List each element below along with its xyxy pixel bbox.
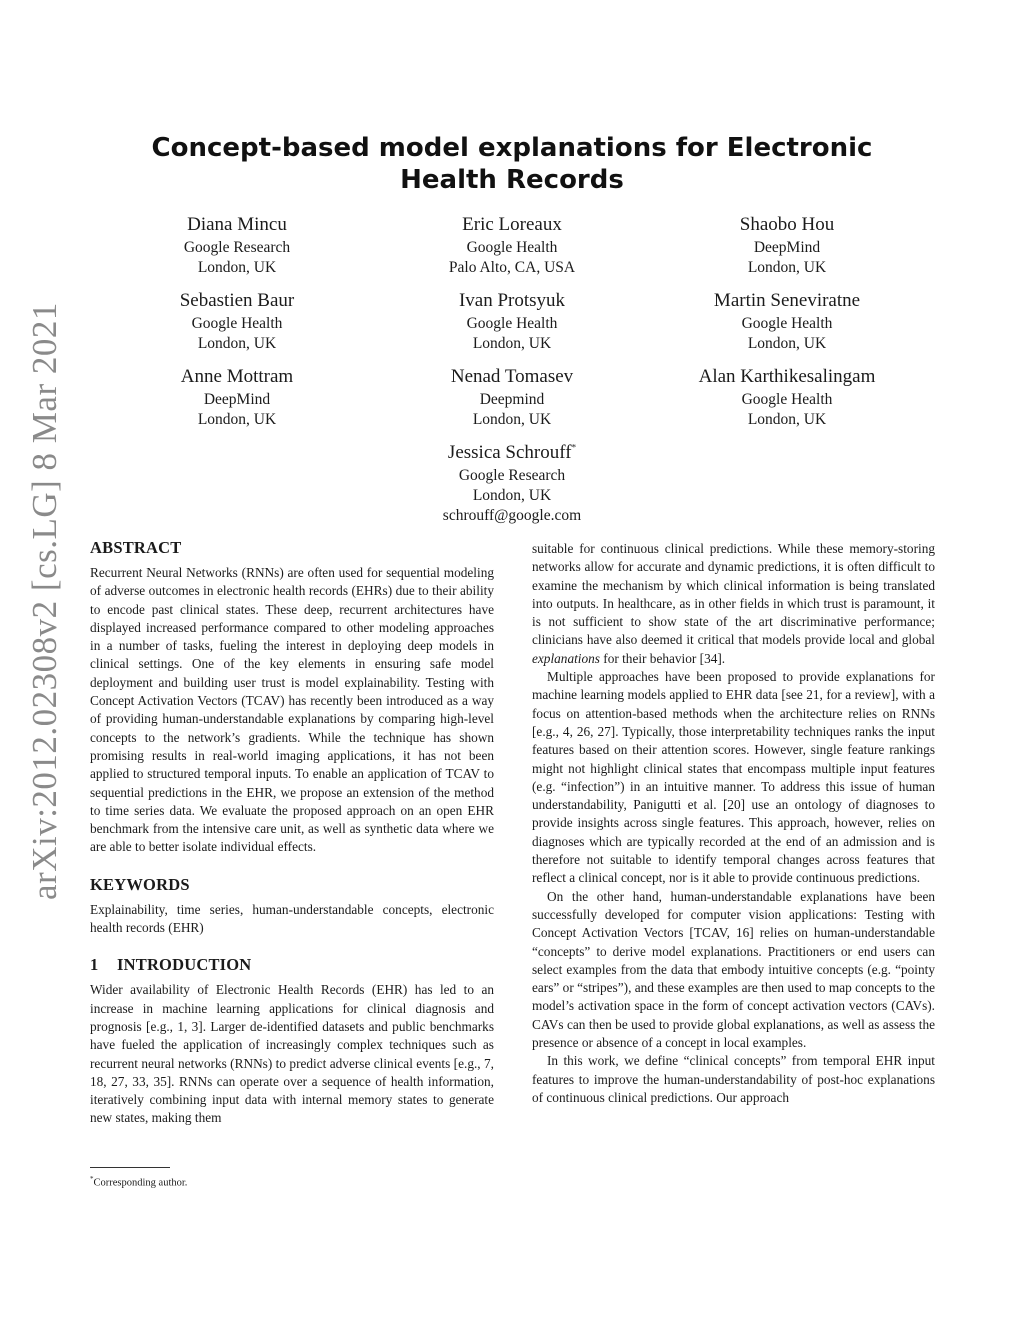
author-location: London, UK (197, 259, 277, 276)
author-block (387, 213, 637, 278)
keywords-text: Explainability, time series, human-understandable concepts, electronic health records (EHR) (90, 901, 494, 936)
abstract-heading: ABSTRACT (90, 538, 182, 557)
author-block (112, 289, 362, 354)
section-number: 1 (90, 955, 99, 975)
author-affiliation: DeepMind (753, 239, 821, 256)
author-name: Sebastien Baur (179, 290, 295, 311)
author-block (662, 365, 912, 430)
author-block (112, 213, 362, 278)
author-affiliation: Google Health (466, 239, 558, 256)
author-email: schrouff@google.com (442, 507, 582, 524)
footnote (90, 1172, 187, 1191)
paper-title: Concept-based model explanations for Electronic Health Records (151, 133, 873, 195)
author-location: London, UK (747, 411, 827, 428)
author-name: Eric Loreaux (462, 214, 562, 235)
footnote-rule (90, 1167, 170, 1168)
intro-paragraph-continued: suitable for continuous clinical predictions. While these memory-storing networks allow for accurate and dynamic predictions, it is often difficult to examine the mechanism by which clinical information is being translated into outputs. In healthcare, as in other fields in which trust is paramount, it is not sufficient to show state of the art discriminative performance; clinicians have also deemed it critical that models provide local and global explanations for their behavior [34]. (532, 541, 935, 666)
author-name: Alan Karthikesalingam (698, 366, 876, 387)
footnote-text: Corresponding author. (93, 1177, 188, 1189)
author-affiliation: DeepMind (203, 391, 271, 408)
intro-paragraph: Multiple approaches have been proposed to provide explanations for machine learning models applied to EHR data [see 21, for a review], with a focus on attention-based methods when the architecture relies on RNNs [e.g., 4, 26, 27]. Typically, those interpretability techniques ranks the input features based on their attention scores. However, single feature rankings might not highlight clinical states that encompass multiple input features (e.g. “infection”) in an intuitive manner. To address this issue of human understandability, Panigutti et al. [20] use an ontology of diagnoses to provide insights across single features. This approach, however, relies on diagnoses which are typically recorded at the end of an admission and is therefore not suitable to identify temporal changes across features that reflect a clinical concept, nor is it able to provide continuous predictions. (532, 669, 935, 886)
author-affiliation: Google Research (458, 467, 566, 484)
author-location: London, UK (472, 411, 552, 428)
intro-paragraph: On the other hand, human-understandable explanations have been successfully developed for computer vision applications: Testing with Concept Activation Vectors [TCAV, 16] relies on human-understandable “concepts” to derive model explanations. Practitioners or end users can select examples from the data that embody intuitive concepts (e.g. “pointy ears” or “stripes”), and these examples are then used to map concepts to the model’s activation space in the form of concept activation vectors (CAVs). CAVs can then be used to provide global explanations, as well as assess the presence or absence of a concept in local examples. (532, 888, 935, 1051)
right-column (532, 540, 935, 1107)
introduction-heading (90, 955, 494, 975)
corresponding-author-mark: * (571, 442, 577, 453)
author-location: London, UK (747, 335, 827, 352)
author-name: Nenad Tomasev (450, 366, 574, 387)
author-name: Jessica Schrouff* (447, 442, 577, 463)
author-name: Martin Seneviratne (713, 290, 861, 311)
author-name: Anne Mottram (180, 366, 294, 387)
author-block (112, 365, 362, 430)
emphasis-explanations: explanations (532, 650, 600, 666)
left-column (90, 538, 494, 1128)
author-location: London, UK (197, 335, 277, 352)
author-affiliation: Google Health (466, 315, 558, 332)
author-block (387, 289, 637, 354)
abstract-text: Recurrent Neural Networks (RNNs) are often used for sequential modeling of adverse outcomes in electronic health records (EHRs) due to their ability to encode past clinical states. These deep, recurrent architectures have displayed increased performance compared to other modeling approaches in a number of tasks, fueling the interest in deploying deep models in clinical settings. One of the key elements in ensuring safe model deployment and building user trust is model explainability. Testing with Concept Activation Vectors (TCAV) has recently been introduced as a way of providing human-understandable explanations by comparing high-level concepts to the network’s gradients. While the technique has shown promising results in real-world imaging applications, it has not been applied to structured temporal inputs. To enable an application of TCAV to sequential predictions in the EHR, we propose an extension of the method to time series data. We evaluate the proposed approach on an open EHR benchmark from the intensive care unit, as well as synthetic data where we are able to better isolate individual effects. (90, 565, 494, 855)
intro-paragraph: In this work, we define “clinical concepts” from temporal EHR input features to improve the human-understandability of post-hoc explanations of continuous clinical predictions. Our approach (532, 1053, 935, 1105)
footnote-mark: * (90, 1175, 94, 1183)
author-name: Shaobo Hou (739, 214, 835, 235)
author-location: London, UK (472, 487, 552, 504)
author-block (387, 365, 637, 430)
author-block (662, 289, 912, 354)
author-affiliation: Google Research (183, 239, 291, 256)
author-affiliation: Deepmind (479, 391, 545, 408)
author-location: London, UK (472, 335, 552, 352)
author-affiliation: Google Health (741, 391, 833, 408)
keywords-heading: KEYWORDS (90, 874, 190, 894)
author-affiliation: Google Health (741, 315, 833, 332)
intro-paragraph: Wider availability of Electronic Health Records (EHR) has led to an increase in machine learning applications for clinical diagnosis and prognosis [e.g., 1, 3]. Larger de-identified datasets and public benchmarks have fueled the application of increasingly complex techniques such as recurrent neural networks (RNNs) to predict adverse clinical events [e.g., 7, 18, 27, 33, 35]. RNNs can operate over a sequence of health information, iteratively combining input data with internal memory states to generate new states, making them (90, 982, 494, 1126)
author-location: London, UK (197, 411, 277, 428)
author-location: London, UK (747, 259, 827, 276)
author-name: Ivan Protsyuk (458, 290, 566, 311)
author-block (662, 213, 912, 278)
author-location: Palo Alto, CA, USA (448, 259, 576, 276)
author-block (387, 441, 637, 526)
section-title: INTRODUCTION (117, 955, 252, 975)
author-affiliation: Google Health (191, 315, 283, 332)
author-name: Diana Mincu (187, 214, 287, 235)
arxiv-identifier-stamp: arXiv:2012.02308v2 [cs.LG] 8 Mar 2021 (25, 302, 64, 900)
